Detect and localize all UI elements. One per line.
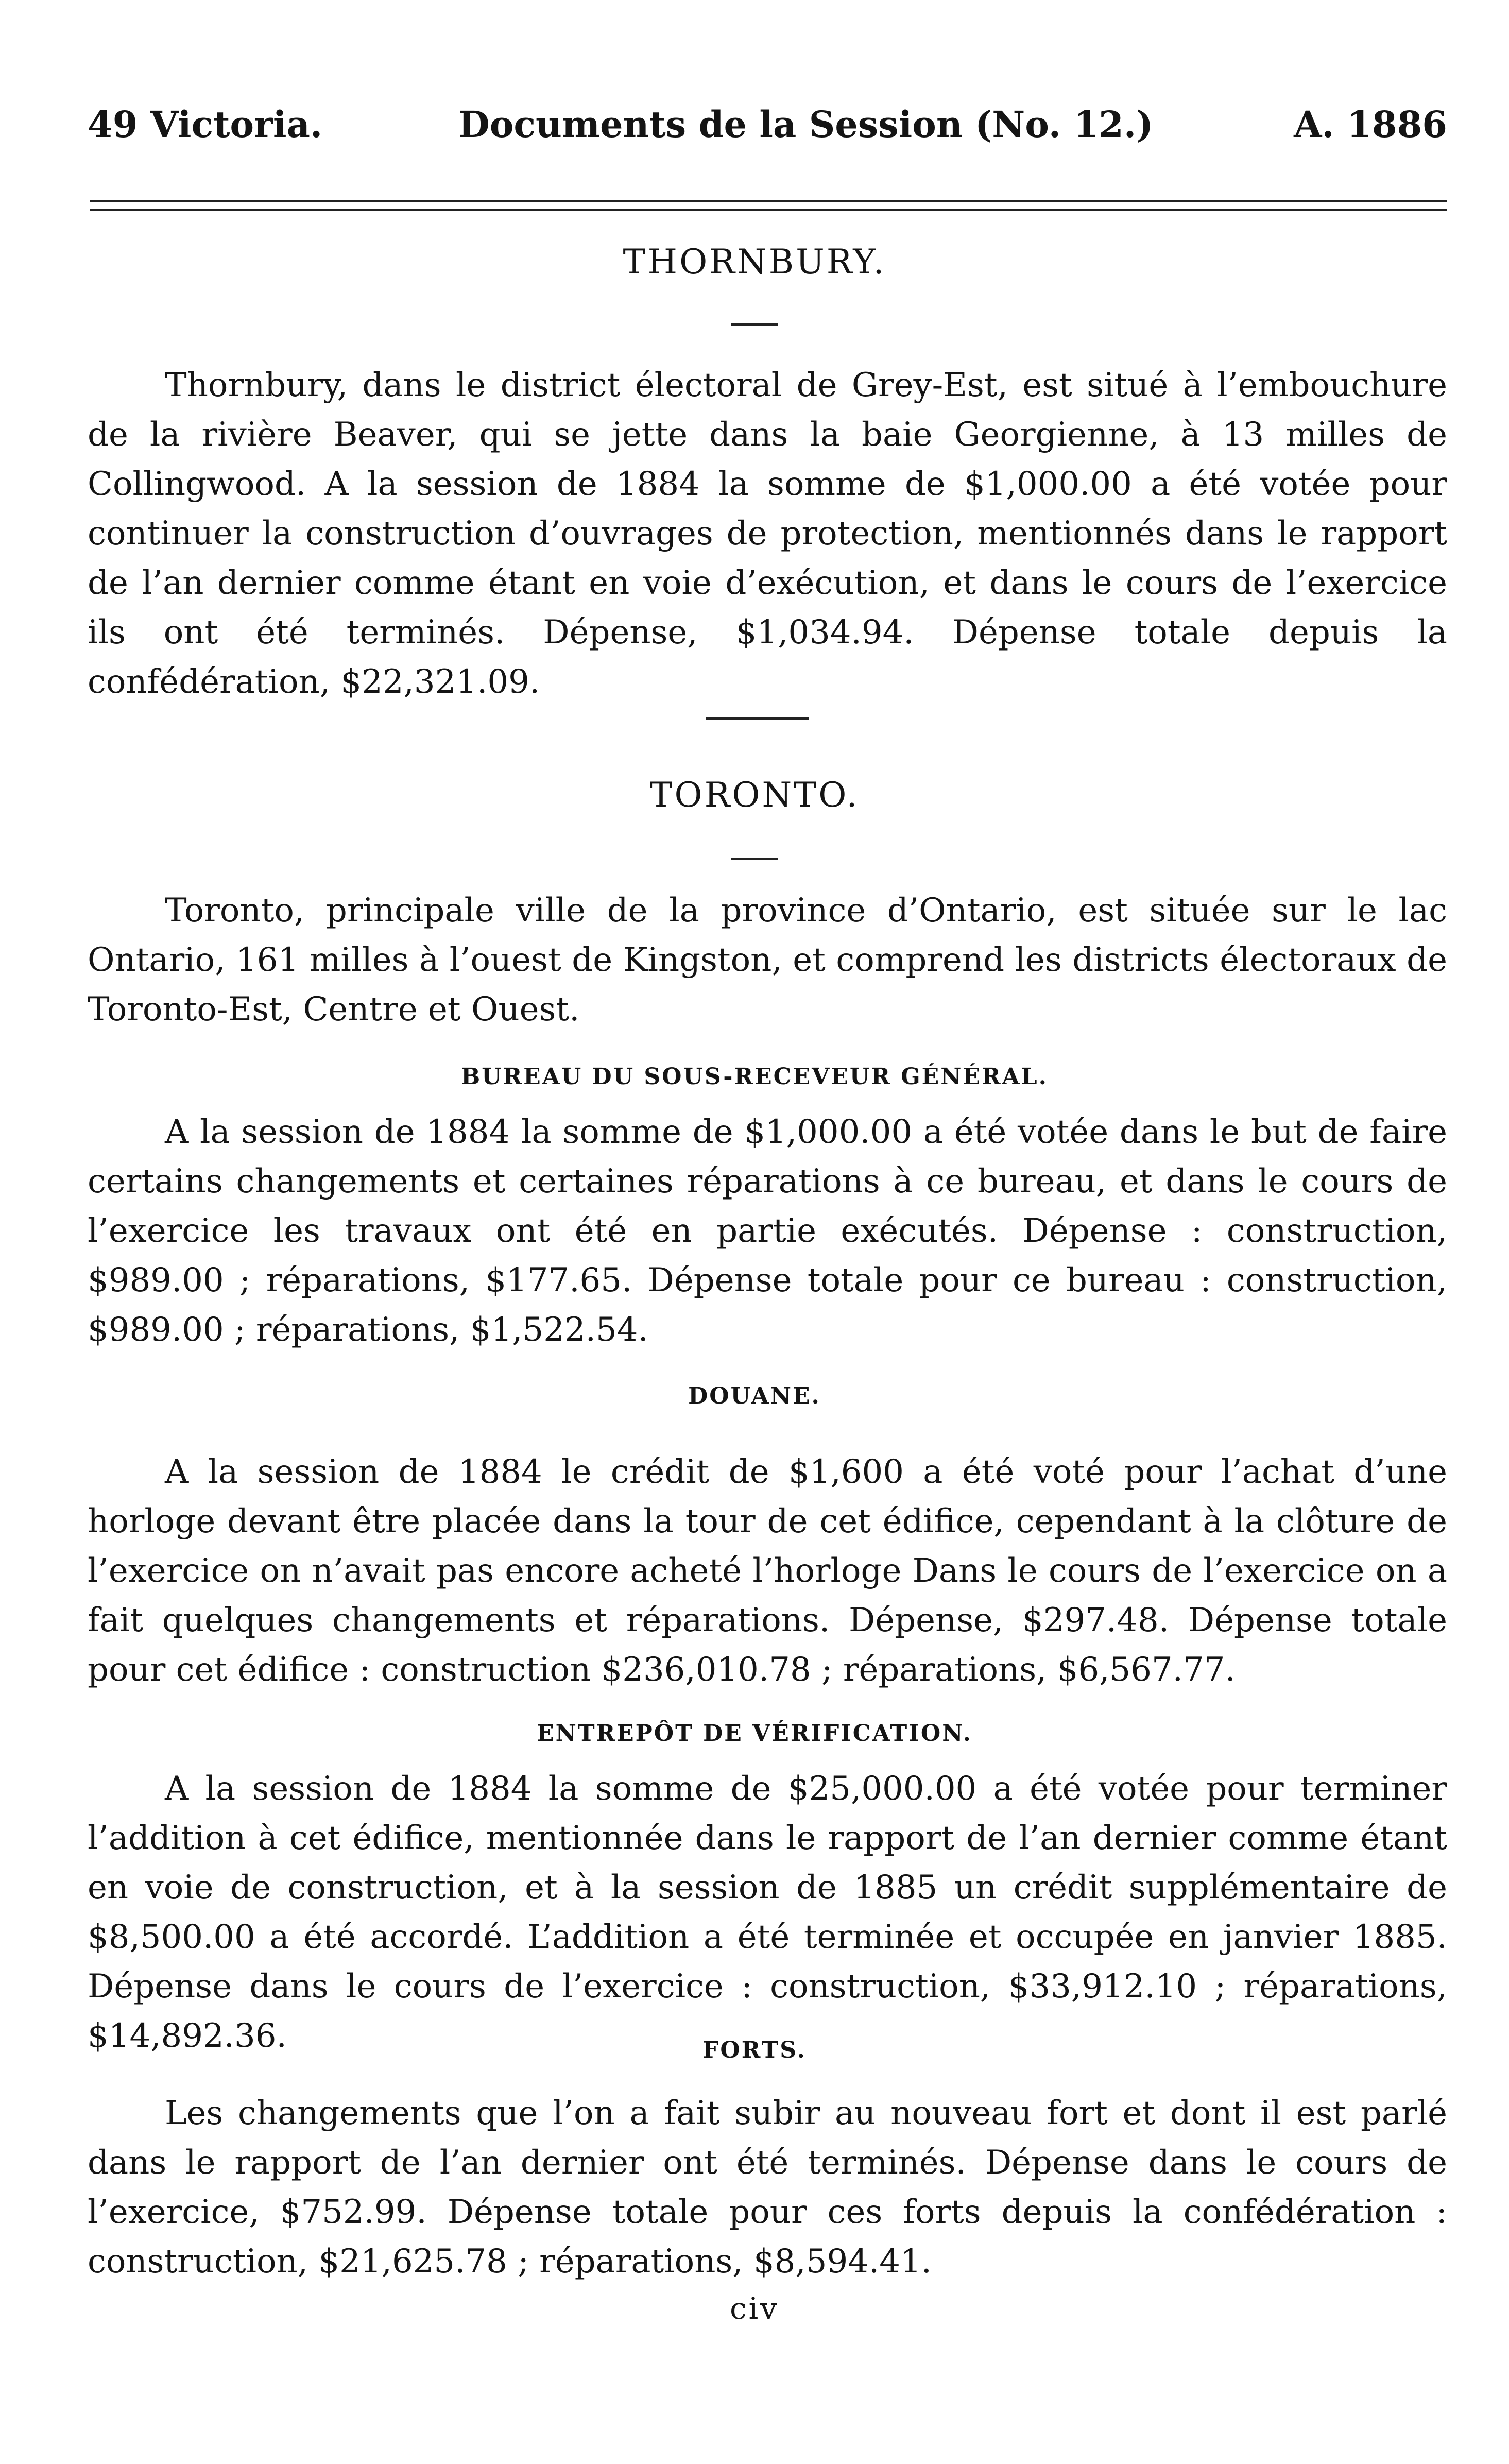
section-divider	[706, 717, 809, 720]
header-rule-top	[90, 200, 1447, 202]
section-title-toronto: TORONTO.	[649, 775, 860, 815]
forts-paragraph: Les changements que l’on a fait subir au nouveau fort et dont il est parlé dans le rapport de l’an dernier ont été terminés. Dépense dans le cours de l’exercice, $752.99. Dépense totale pour ces forts depuis la confédération : construction, $21,625.78 ; réparations, $8,594.41.	[88, 2094, 1447, 2281]
section-divider	[731, 858, 778, 860]
bureau-paragraph: A la session de 1884 la somme de $1,000.00 a été votée dans le but de faire certains changements et certaines réparations à ce bureau, et dans le cours de l’exercice les travaux ont été en partie exécutés. Dépense : construction, $989.00 ; réparations, $177.65. Dépense totale pour ce bureau : construction, $989.00 ; réparations, $1,522.54.	[88, 1113, 1447, 1349]
subsection-heading-douane: DOUANE.	[688, 1383, 821, 1409]
header-rule-bottom	[90, 209, 1447, 211]
header-title: Documents de la Session (No. 12.)	[458, 103, 1154, 146]
header-volume: 49 Victoria.	[88, 103, 323, 146]
section-title-thornbury: THORNBURY.	[623, 242, 886, 282]
subsection-heading-forts: FORTS.	[702, 2037, 807, 2063]
douane-paragraph: A la session de 1884 le crédit de $1,600 a été voté pour l’achat d’une horloge devant être placée dans la tour de cet édifice, cependant à la clôture de l’exercice on n’avait pas encore acheté l’horloge Dans le cours de l’exercice on a fait quelques changements et réparations. Dépense, $297.48. Dépense totale pour cet édifice : construction $236,010.78 ; réparations, $6,567.77.	[88, 1453, 1447, 1689]
running-header	[88, 103, 1447, 149]
entrepot-paragraph: A la session de 1884 la somme de $25,000.00 a été votée pour terminer l’addition à cet édifice, mentionnée dans le rapport de l’an dernier comme étant en voie de construction, et à la session de 1885 un crédit supplémentaire de $8,500.00 a été accordé. L’addition a été terminée et occupée en janvier 1885. Dépense dans le cours de l’exercice : construction, $33,912.10 ; réparations, $14,892.36.	[88, 1770, 1447, 2055]
header-year: A. 1886	[1294, 103, 1447, 146]
section-divider	[731, 323, 778, 326]
thornbury-paragraph: Thornbury, dans le district électoral de Grey-Est, est situé à l’embouchure de la rivière Beaver, qui se jette dans la baie Georgienne, à 13 milles de Collingwood. A la session de 1884 la somme de $1,000.00 a été votée pour continuer la construction d’ouvrages de protection, mentionnés dans le rapport de l’an dernier comme étant en voie d’exécution, et dans le cours de l’exercice ils ont été terminés. Dépense, $1,034.94. Dépense totale depuis la confédération, $22,321.09.	[88, 366, 1447, 701]
page-folio: civ	[730, 2291, 779, 2326]
toronto-paragraph: Toronto, principale ville de la province d’Ontario, est située sur le lac Ontario, 161 milles à l’ouest de Kingston, et comprend les districts électoraux de Toronto-Est, Centre et Ouest.	[88, 892, 1447, 1029]
subsection-heading-bureau: BUREAU DU SOUS-RECEVEUR GÉNÉRAL.	[461, 1064, 1048, 1090]
subsection-heading-entrepot: ENTREPÔT DE VÉRIFICATION.	[537, 1720, 972, 1747]
